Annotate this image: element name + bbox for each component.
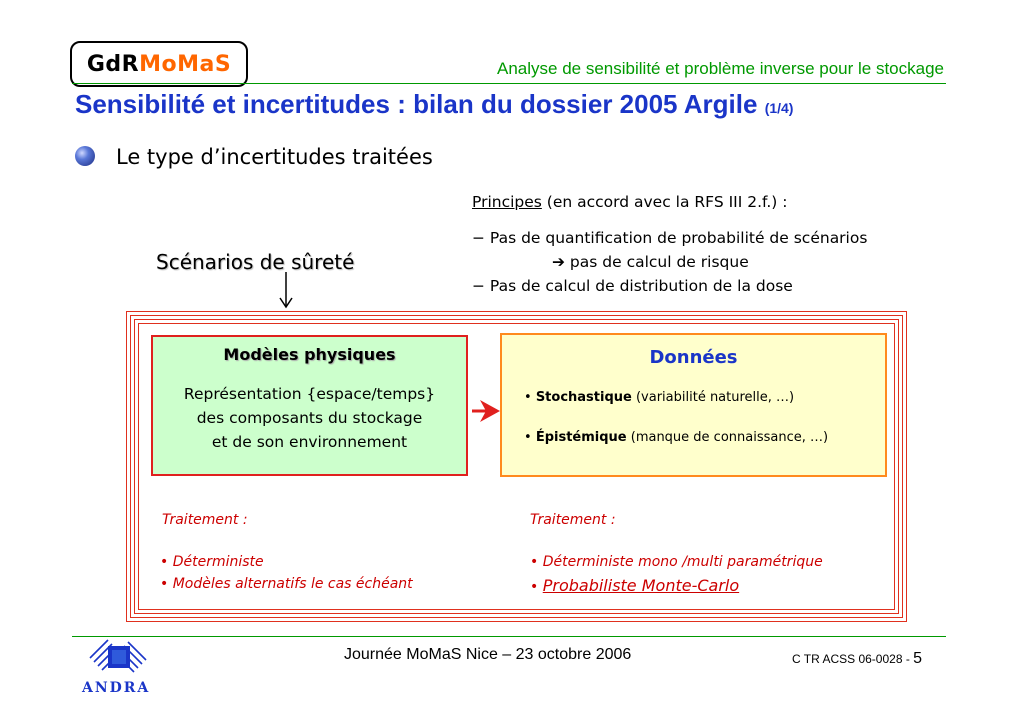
logo-gdr-text: GdR bbox=[86, 51, 140, 77]
data-item-1-bold: Stochastique bbox=[535, 390, 632, 405]
data-item-2-bold: Épistémique bbox=[535, 430, 627, 445]
right-arrow-icon: ➔ bbox=[552, 253, 570, 271]
footer-divider bbox=[72, 636, 946, 637]
header-divider bbox=[72, 83, 946, 84]
treatment-right-item-2: • Probabiliste Monte-Carlo bbox=[530, 576, 740, 595]
slide-title-main: Sensibilité et incertitudes : bilan du dossier 2005 Argile bbox=[75, 89, 758, 119]
bullet-dot-icon: • bbox=[524, 390, 536, 405]
treatment-left-item-1: • Déterministe bbox=[160, 554, 264, 570]
models-box bbox=[151, 335, 468, 476]
logo-momas-text: MoMaS bbox=[139, 51, 232, 77]
down-arrow-icon bbox=[276, 270, 296, 310]
data-item-stochastic bbox=[524, 390, 794, 405]
page-number: 5 bbox=[913, 650, 923, 667]
footer-reference bbox=[792, 650, 922, 668]
footer-reference-text: C TR ACSS 06-0028 - bbox=[792, 652, 914, 666]
bullet-ball-icon bbox=[75, 146, 95, 166]
treatment-right-heading: Traitement : bbox=[530, 512, 616, 528]
models-heading: Modèles physiques bbox=[223, 345, 396, 364]
principles-block bbox=[472, 190, 867, 298]
principles-line-2: pas de calcul de risque bbox=[569, 253, 749, 271]
andra-logo-text: ANDRA bbox=[82, 680, 151, 696]
data-item-1-rest: (variabilité naturelle, …) bbox=[631, 390, 795, 405]
bullet-dot-icon: • bbox=[524, 430, 536, 445]
footer-event: Journée MoMaS Nice – 23 octobre 2006 bbox=[344, 646, 632, 663]
treatment-left-heading: Traitement : bbox=[162, 512, 248, 528]
header-subtitle: Analyse de sensibilité et problème inverse pour le stockage bbox=[497, 59, 944, 78]
models-line-1: Représentation {espace/temps} bbox=[183, 385, 436, 403]
slide-title bbox=[75, 89, 793, 120]
data-item-2-rest: (manque de connaissance, …) bbox=[626, 430, 829, 445]
treatment-left-item-2: • Modèles alternatifs le cas échéant bbox=[160, 576, 413, 592]
data-item-epistemic bbox=[524, 430, 828, 445]
scenarios-label: Scénarios de sûreté bbox=[156, 250, 355, 274]
treatment-right-item-1: • Déterministe mono /multi paramétrique bbox=[530, 554, 823, 570]
principles-heading: Principes bbox=[472, 193, 542, 211]
models-line-2: des composants du stockage bbox=[196, 409, 423, 427]
section-heading: Le type d’incertitudes traitées bbox=[116, 145, 433, 169]
principles-heading-rest: (en accord avec la RFS III 2.f.) : bbox=[541, 193, 788, 211]
andra-logo-icon bbox=[88, 638, 152, 678]
red-arrow-icon bbox=[470, 398, 502, 424]
slide-title-page-of: (1/4) bbox=[764, 100, 794, 116]
data-heading: Données bbox=[649, 347, 738, 368]
principles-line-3: − Pas de calcul de distribution de la dose bbox=[472, 277, 793, 295]
gdr-momas-logo bbox=[70, 41, 248, 87]
principles-line-1: − Pas de quantification de probabilité de scénarios bbox=[472, 229, 868, 247]
data-box bbox=[500, 333, 887, 477]
models-line-3: et de son environnement bbox=[211, 433, 408, 451]
